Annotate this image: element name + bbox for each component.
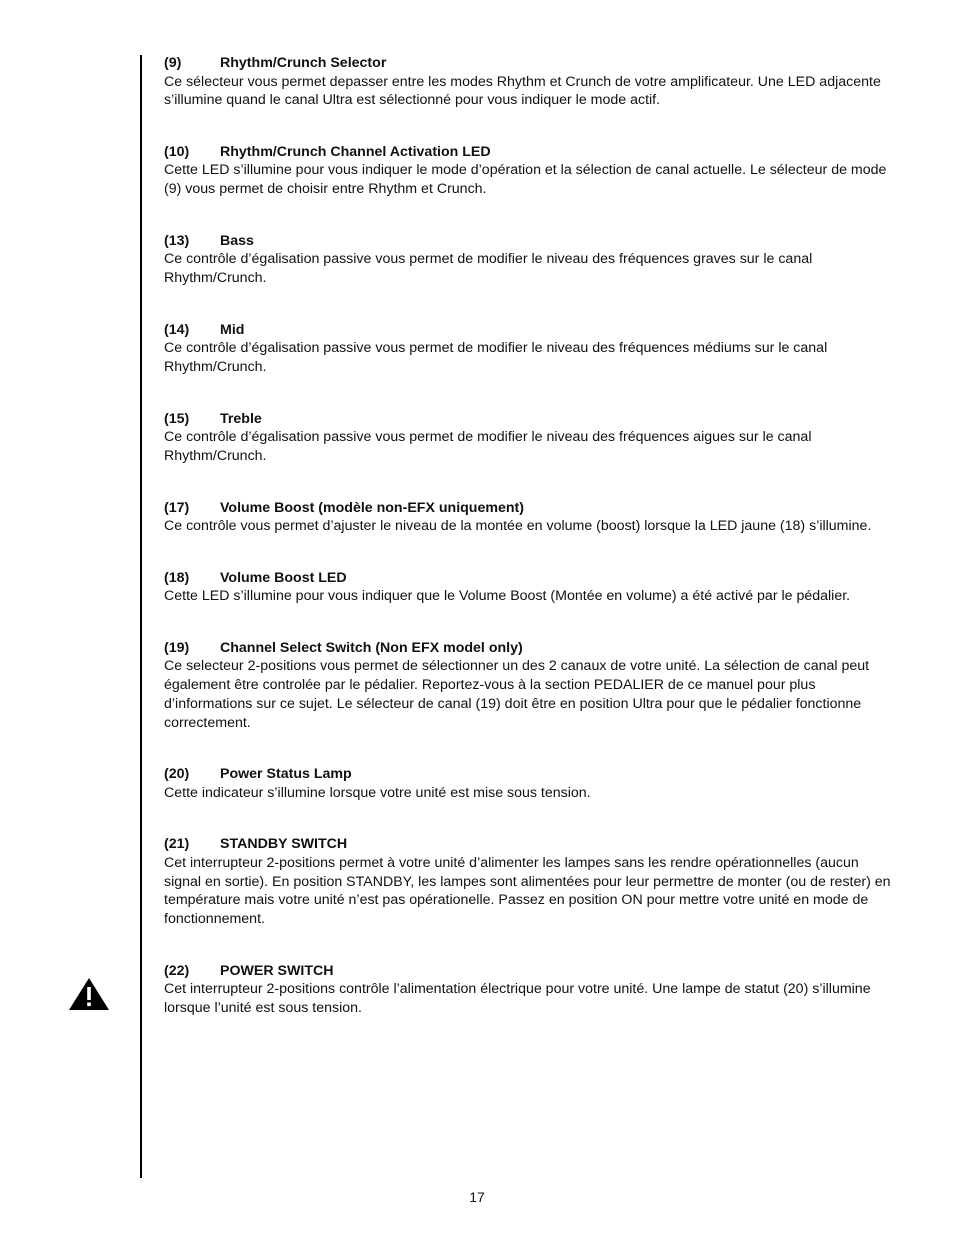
section-title: Volume Boost LED xyxy=(220,569,347,586)
section-heading xyxy=(164,410,899,429)
section-title: POWER SWITCH xyxy=(220,962,334,979)
section-heading xyxy=(164,232,899,251)
section-body: Ce contrôle vous permet d’ajuster le niveau de la montée en volume (boost) lorsque la LED jaune (18) s’illumine. xyxy=(164,518,872,535)
section-15 xyxy=(164,410,899,466)
section-number: (13) xyxy=(164,232,190,249)
section-title: Power Status Lamp xyxy=(220,766,352,783)
section-10 xyxy=(164,143,899,199)
section-heading xyxy=(164,835,899,854)
section-heading xyxy=(164,321,899,340)
section-body: Ce sélecteur vous permet depasser entre les modes Rhythm et Crunch de votre amplificateur. Une LED adjacente s’illumine quand le canal Ultra est sélectionné pour vous indiquer le mode actif. xyxy=(164,73,881,109)
section-21 xyxy=(164,835,899,928)
section-heading xyxy=(164,962,899,981)
page-number: 17 xyxy=(469,1189,485,1205)
section-body: Cet interrupteur 2-positions contrôle l’alimentation électrique pour votre unité. Une lampe de statut (20) s’illumine lorsque l’unité est sous tension. xyxy=(164,981,871,1016)
section-heading xyxy=(164,499,899,518)
section-number: (22) xyxy=(164,962,190,979)
section-heading xyxy=(164,54,899,73)
section-title: STANDBY SWITCH xyxy=(220,836,348,853)
section-title: Channel Select Switch (Non EFX model only) xyxy=(220,639,523,656)
section-heading xyxy=(164,639,899,658)
section-title: Rhythm/Crunch Channel Activation LED xyxy=(220,143,491,160)
section-body: Ce contrôle d’égalisation passive vous permet de modifier le niveau des fréquences aigues sur le canal Rhythm/Crunch. xyxy=(164,429,812,464)
section-number: (14) xyxy=(164,321,190,338)
section-body: Ce contrôle d’égalisation passive vous permet de modifier le niveau des fréquences graves sur le canal Rhythm/Crunch. xyxy=(164,251,813,287)
warning-icon xyxy=(68,977,110,1011)
section-body: Cette LED s’illumine pour vous indiquer le mode d’opération et la sélection de canal actuelle. Le sélecteur de mode (9) vous permet de choisir entre Rhythm et Crunch. xyxy=(164,162,887,198)
section-heading xyxy=(164,143,899,162)
section-title: Rhythm/Crunch Selector xyxy=(220,55,387,71)
section-13 xyxy=(164,232,899,288)
section-body: Ce contrôle d’égalisation passive vous permet de modifier le niveau des fréquences médiums sur le canal Rhythm/Crunch. xyxy=(164,340,828,375)
section-number: (19) xyxy=(164,639,190,656)
section-14 xyxy=(164,321,899,377)
section-number: (18) xyxy=(164,569,190,586)
section-body: Cette LED s’illumine pour vous indiquer que le Volume Boost (Montée en volume) a été activé par le pédalier. xyxy=(164,588,851,605)
section-body: Cette indicateur s’illumine lorsque votre unité est mise sous tension. xyxy=(164,784,591,801)
section-20 xyxy=(164,765,899,802)
section-19 xyxy=(164,639,899,732)
section-number: (15) xyxy=(164,410,190,427)
section-number: (20) xyxy=(164,766,190,783)
section-title: Treble xyxy=(220,410,262,427)
section-number: (9) xyxy=(164,55,182,71)
section-title: Volume Boost (modèle non-EFX uniquement) xyxy=(220,499,524,516)
section-number: (17) xyxy=(164,499,190,516)
section-heading xyxy=(164,569,899,588)
manual-content xyxy=(164,54,899,1018)
section-17 xyxy=(164,499,899,536)
section-title: Bass xyxy=(220,232,254,249)
section-9 xyxy=(164,54,899,110)
section-number: (10) xyxy=(164,143,190,160)
margin-rule xyxy=(140,55,142,1178)
section-18 xyxy=(164,569,899,606)
section-heading xyxy=(164,765,899,784)
section-body: Cet interrupteur 2-positions permet à votre unité d’alimenter les lampes sans les rendre opérationnelles (aucun signal en sortie). En position STANDBY, les lampes sont alimentées pour leur permettre de monter (ou de rester) en température mais votre unité n’est pas opérationelle. Passez en position ON pour mettre votre unité en mode de fonctionnement. xyxy=(164,854,891,928)
section-title: Mid xyxy=(220,321,245,338)
section-body: Ce selecteur 2-positions vous permet de sélectionner un des 2 canaux de votre unité. La sélection de canal peut également être controlée par le pédalier. Reportez-vous à la section PEDALIER de ce manuel pour plus d’informations sur ce sujet. Le sélecteur de canal (19) doit être en position Ultra pour que le pédalier fonctionne correctement. xyxy=(164,658,870,731)
section-22 xyxy=(164,962,899,1018)
section-number: (21) xyxy=(164,836,190,853)
